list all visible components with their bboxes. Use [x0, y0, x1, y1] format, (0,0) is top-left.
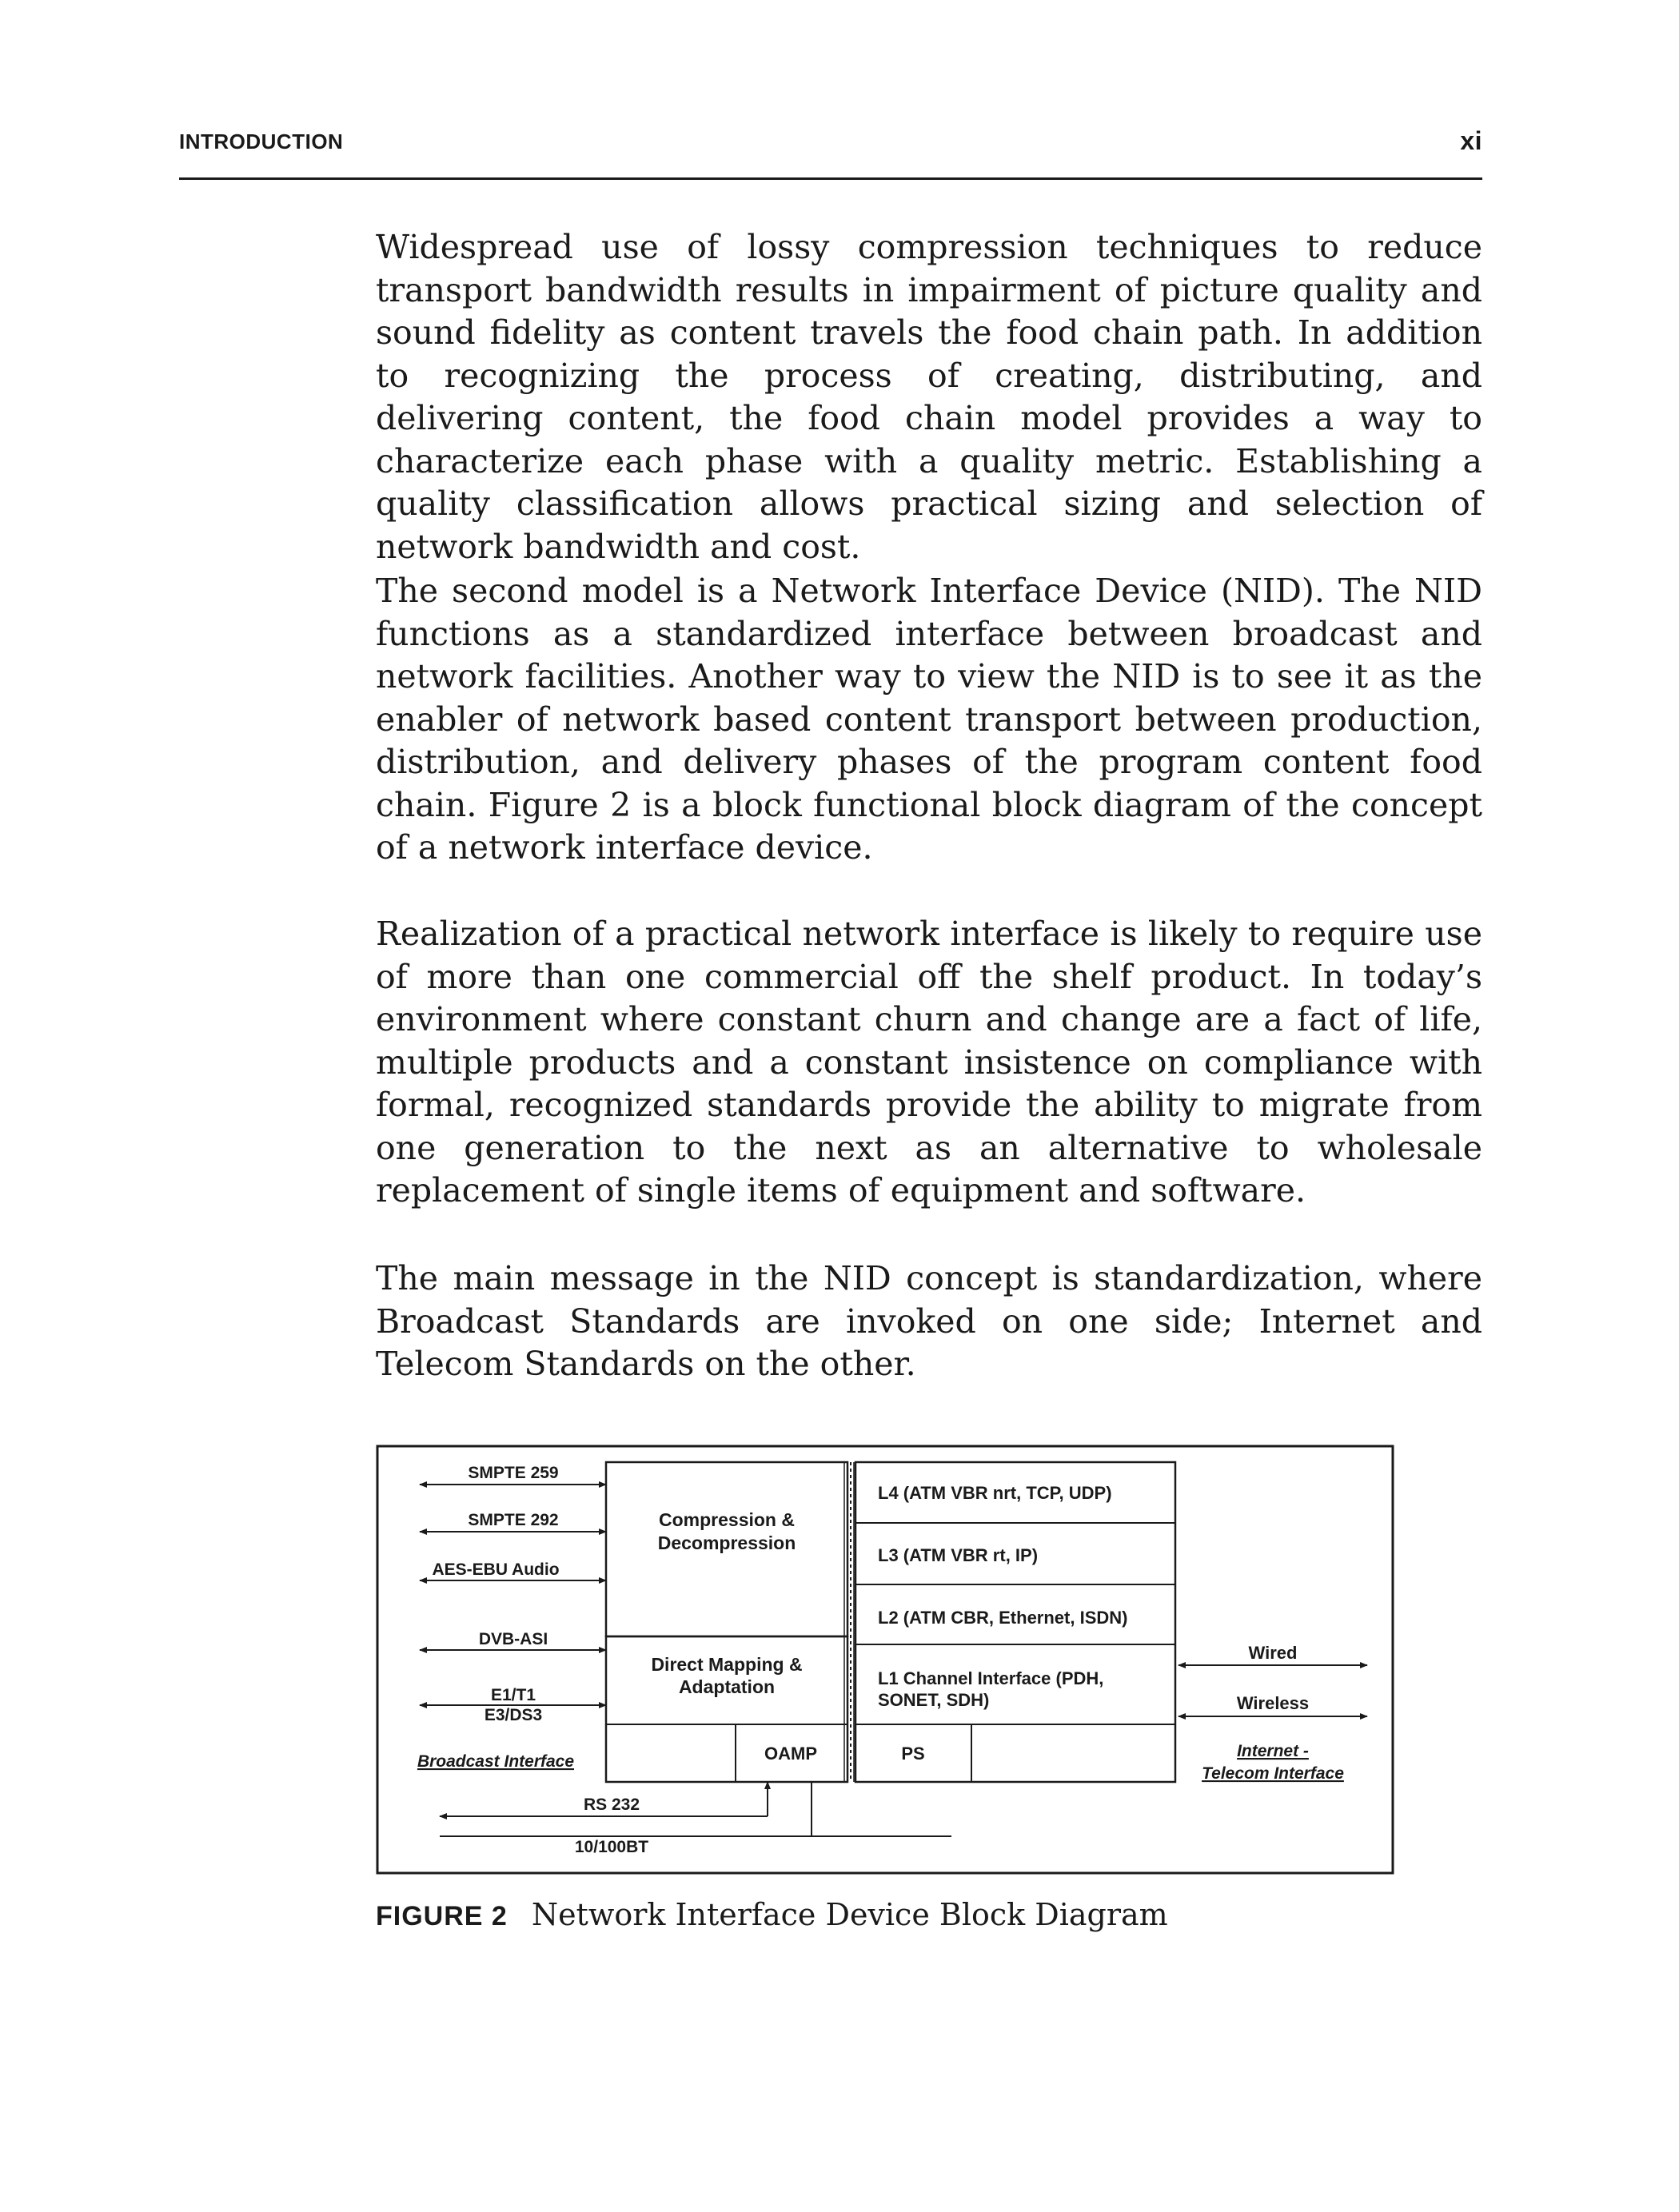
signal-label: E3/DS3 — [484, 1706, 543, 1724]
header-rule — [179, 177, 1482, 180]
layer-l1-label: L1 Channel Interface (PDH, — [878, 1668, 1104, 1688]
ps-label: PS — [901, 1744, 925, 1764]
section-title: INTRODUCTION — [179, 130, 344, 153]
paragraph: Widespread use of lossy compression techniques to reduce transport bandwidth results in impairment of picture quality and sound fidelity as content travels the food chain path. In addition to recognizing the process of creating, distributing, and delivering content, the food chain model provides a way to characterize each phase with a quality metric. Establishing a quality classification allows practical sizing and selection of network bandwidth and cost. — [376, 228, 1482, 566]
diagram-canvas — [376, 1445, 1394, 1875]
figure-caption — [376, 1897, 1168, 1932]
layer-l2-label: L2 (ATM CBR, Ethernet, ISDN) — [878, 1608, 1128, 1628]
signal-label: SMPTE 259 — [468, 1464, 559, 1482]
signal-label: E1/T1 — [490, 1686, 536, 1704]
signal-label: DVB-ASI — [478, 1630, 548, 1648]
network-interface-label: Telecom Interface — [1202, 1764, 1344, 1783]
compression-label: Decompression — [657, 1532, 796, 1553]
mapping-label: Direct Mapping & — [651, 1654, 803, 1675]
nid-block-diagram — [376, 1445, 1394, 1875]
paragraph: The main message in the NID concept is standardization, where Broadcast Standards are invoked on one side; Internet and Telecom Standards on the other. — [376, 1259, 1482, 1383]
paragraph: Realization of a practical network interface is likely to require use of more than one commercial off the shelf product. In today’s environment where constant churn and change are a fact of life, multiple products and a constant insistence on compliance with formal, recognized standards provide the ability to migrate from one generation to the next as an alternative to wholesale replacement of single items of equipment and software. — [376, 915, 1482, 1210]
wired-label: Wired — [1248, 1643, 1298, 1663]
running-head — [179, 126, 1482, 155]
ethernet-label: 10/100BT — [574, 1838, 649, 1856]
rs232-label: RS 232 — [583, 1796, 640, 1814]
wireless-label: Wireless — [1236, 1693, 1310, 1713]
layer-l4-label: L4 (ATM VBR nrt, TCP, UDP) — [878, 1483, 1112, 1503]
figure-title: Network Interface Device Block Diagram — [531, 1897, 1168, 1932]
figure-number: FIGURE 2 — [376, 1901, 508, 1931]
signal-label: SMPTE 292 — [468, 1511, 559, 1529]
layer-l3-label: L3 (ATM VBR rt, IP) — [878, 1545, 1039, 1565]
oamp-label: OAMP — [764, 1744, 817, 1764]
paragraph: The second model is a Network Interface Device (NID). The NID functions as a standardized interface between broadcast and network facilities. Another way to view the NID is to see it as the enabler of network based content transport between production, distribution, and delivery phases of the program content food chain. Figure 2 is a block functional block diagram of the concept of a network interface device. — [376, 572, 1482, 867]
signal-label: AES-EBU Audio — [432, 1560, 560, 1579]
mapping-label: Adaptation — [678, 1676, 776, 1697]
broadcast-interface-label: Broadcast Interface — [417, 1752, 575, 1771]
layer-l1-label: SONET, SDH) — [878, 1690, 990, 1710]
compression-label: Compression & — [659, 1509, 795, 1530]
network-interface-label: Internet - — [1237, 1742, 1309, 1760]
page-number: xi — [1460, 126, 1482, 155]
